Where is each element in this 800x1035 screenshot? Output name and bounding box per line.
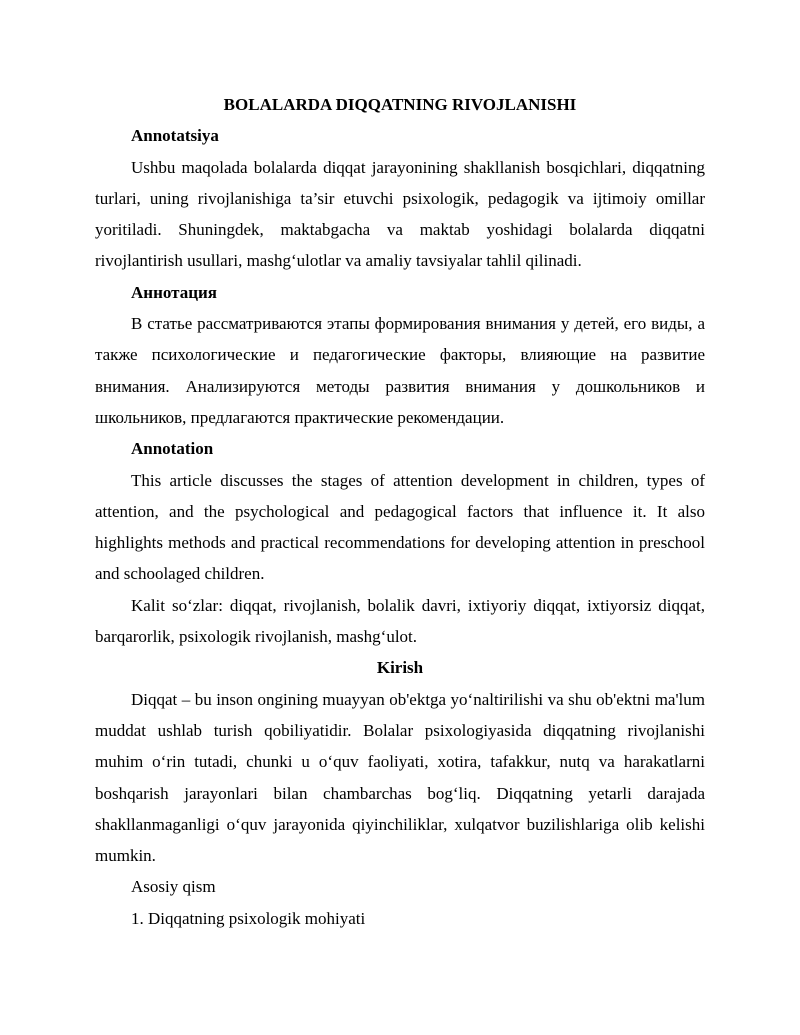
intro-text: Diqqat – bu inson ongining muayyan ob'ektga yo‘naltirilishi va shu ob'ektni ma'lum muddat ushlab turish qobiliyatidir. Bolalar psixologiyasida diqqatning rivojlanishi muhim o‘rin tutadi, chunki u o‘quv faoliyati, xotira, tafakkur, nutq va harakatlarni boshqarish jarayonlari bilan chambarchas bog‘liq. Diqqatning yetarli darajada shakllanmaganligi o‘quv jarayonida qiyinchiliklar, xulqatvor buzilishlariga olib kelishi mumkin. [95,689,705,866]
annotation-uz-text: Ushbu maqolada bolalarda diqqat jarayonining shakllanish bosqichlari, diqqatning turlari, uning rivojlanishiga ta’sir etuvchi psixologik, pedagogik va ijtimoiy omillar yoritiladi. Shuningdek, maktabgacha va maktab yoshidagi bolalarda diqqatni rivojlantirish usullari, mashg‘ulotlar va amaliy tavsiyalar tahlil qilinadi. [95,157,705,271]
annotation-en-text: This article discusses the stages of attention development in children, types of attention, and the psychological and pedagogical factors that influence it. It also highlights methods and practical recommendations for developing attention in preschool and schoolaged children. [95,470,705,584]
document-page [95,89,705,934]
annotation-en-heading: Annotation [131,439,214,459]
subsection-heading: 1. Diqqatning psixologik mohiyati [131,908,366,928]
annotation-ru-heading: Аннотация [131,282,217,302]
main-section-heading: Asosiy qism [131,877,216,897]
intro-heading: Kirish [376,658,424,678]
annotation-ru-text: В статье рассматриваются этапы формирования внимания у детей, его виды, а также психологические и педагогические факторы, влияющие на развитие внимания. Анализируются методы развития внимания у дошкольников и школьников, предлагаются практические рекомендации. [95,314,705,427]
annotation-uz-heading: Annotatsiya [131,126,219,146]
keywords-paragraph: Kalit so‘zlar: diqqat, rivojlanish, bolalik davri, ixtiyoriy diqqat, ixtiyorsiz diqqat, barqarorlik, psixologik rivojlanish, mashg‘ulot. [95,595,705,647]
document-title: BOLALARDA DIQQATNING RIVOJLANISHI [223,95,577,114]
